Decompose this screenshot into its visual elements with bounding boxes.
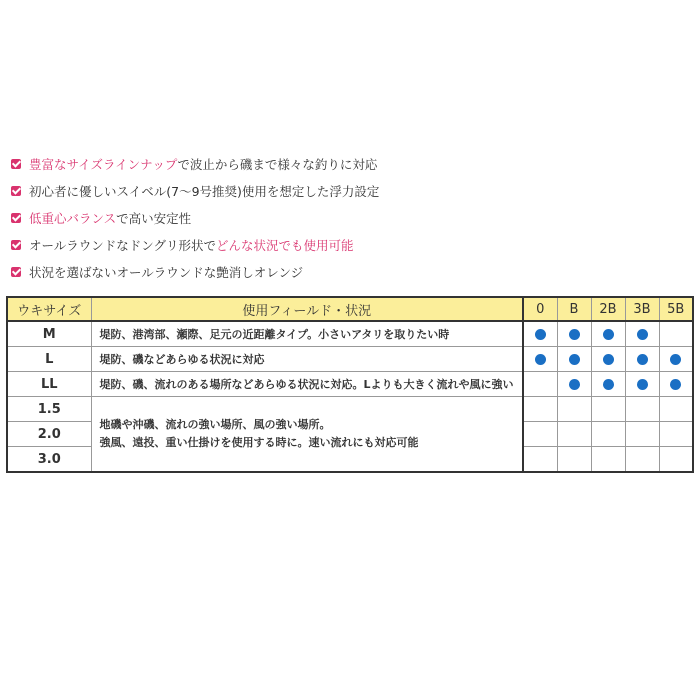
size-cell: M: [7, 321, 91, 347]
compatible-dot-icon: [670, 354, 681, 365]
swivel-cell: [625, 447, 659, 473]
feature-text: 状況を選ばないオールラウンドな艶消しオレンジ: [29, 264, 304, 280]
feature-text: 初心者に優しいスイベル(7〜9号推奨)使用を想定した浮力設定: [29, 183, 380, 199]
compatible-dot-icon: [637, 354, 648, 365]
compatible-dot-icon: [637, 329, 648, 340]
table-row: [7, 372, 693, 397]
compatible-dot-icon: [603, 354, 614, 365]
field-cell: 堤防、磯などあらゆる状況に対応: [91, 347, 523, 372]
compatible-dot-icon: [670, 379, 681, 390]
size-cell: LL: [7, 372, 91, 397]
feature-list: [11, 150, 481, 285]
header-swivel-0: 0: [523, 297, 557, 321]
feature-item: [11, 150, 481, 177]
swivel-cell: [557, 422, 591, 447]
feature-highlight-text: 豊富なサイズラインナップ: [29, 156, 178, 172]
swivel-cell: [659, 347, 693, 372]
table-row: [7, 347, 693, 372]
header-field: 使用フィールド・状況: [91, 297, 523, 321]
size-cell: 3.0: [7, 447, 91, 473]
size-cell: L: [7, 347, 91, 372]
swivel-cell: [659, 422, 693, 447]
field-cell: 堤防、磯、流れのある場所などあらゆる状況に対応。Lよりも大きく流れや風に強い: [91, 372, 523, 397]
feature-item: [11, 231, 481, 258]
swivel-cell: [625, 347, 659, 372]
swivel-cell: [591, 321, 625, 347]
table-row: [7, 321, 693, 347]
checkmark-icon: [11, 186, 21, 196]
swivel-cell: [523, 422, 557, 447]
swivel-cell: [557, 321, 591, 347]
swivel-cell: [659, 397, 693, 422]
checkmark-icon: [11, 159, 21, 169]
header-swivel-b: B: [557, 297, 591, 321]
swivel-cell: [625, 321, 659, 347]
compatible-dot-icon: [637, 379, 648, 390]
swivel-cell: [591, 447, 625, 473]
compatible-dot-icon: [603, 379, 614, 390]
spec-table: [6, 296, 694, 473]
swivel-cell: [625, 422, 659, 447]
field-cell: 堤防、港湾部、瀬際、足元の近距離タイプ。小さいアタリを取りたい時: [91, 321, 523, 347]
swivel-cell: [557, 347, 591, 372]
compatible-dot-icon: [569, 354, 580, 365]
feature-text: オールラウンドなドングリ形状で: [29, 237, 217, 253]
swivel-cell: [523, 397, 557, 422]
header-swivel-3b: 3B: [625, 297, 659, 321]
swivel-cell: [523, 372, 557, 397]
header-swivel-5b: 5B: [659, 297, 693, 321]
swivel-cell: [557, 397, 591, 422]
feature-text: で波止から磯まで様々な釣りに対応: [177, 156, 378, 172]
feature-text: で高い安定性: [116, 210, 192, 226]
swivel-cell: [557, 447, 591, 473]
feature-item: [11, 204, 481, 231]
table-row: [7, 397, 693, 422]
checkmark-icon: [11, 240, 21, 250]
compatible-dot-icon: [569, 329, 580, 340]
swivel-cell: [557, 372, 591, 397]
swivel-cell: [659, 321, 693, 347]
feature-highlight-text: どんな状況でも使用可能: [216, 237, 354, 253]
swivel-cell: [659, 447, 693, 473]
swivel-cell: [523, 347, 557, 372]
feature-item: [11, 258, 481, 285]
swivel-cell: [523, 447, 557, 473]
header-swivel-2b: 2B: [591, 297, 625, 321]
feature-item: [11, 177, 481, 204]
feature-highlight-text: 低重心バランス: [29, 210, 117, 226]
table-header-row: [7, 297, 693, 321]
swivel-cell: [591, 372, 625, 397]
swivel-cell: [591, 397, 625, 422]
compatible-dot-icon: [535, 329, 546, 340]
checkmark-icon: [11, 267, 21, 277]
swivel-cell: [625, 372, 659, 397]
size-cell: 1.5: [7, 397, 91, 422]
compatible-dot-icon: [603, 329, 614, 340]
checkmark-icon: [11, 213, 21, 223]
header-size: ウキサイズ: [7, 297, 91, 321]
swivel-cell: [591, 422, 625, 447]
swivel-cell: [523, 321, 557, 347]
swivel-cell: [659, 372, 693, 397]
field-line: 地磯や沖磯、流れの強い場所、風の強い場所。: [99, 418, 331, 431]
swivel-cell: [591, 347, 625, 372]
size-cell: 2.0: [7, 422, 91, 447]
compatible-dot-icon: [535, 354, 546, 365]
swivel-cell: [625, 397, 659, 422]
compatible-dot-icon: [569, 379, 580, 390]
field-line: 強風、遠投、重い仕掛けを使用する時に。速い流れにも対応可能: [99, 436, 419, 449]
field-cell-group: [91, 397, 523, 473]
